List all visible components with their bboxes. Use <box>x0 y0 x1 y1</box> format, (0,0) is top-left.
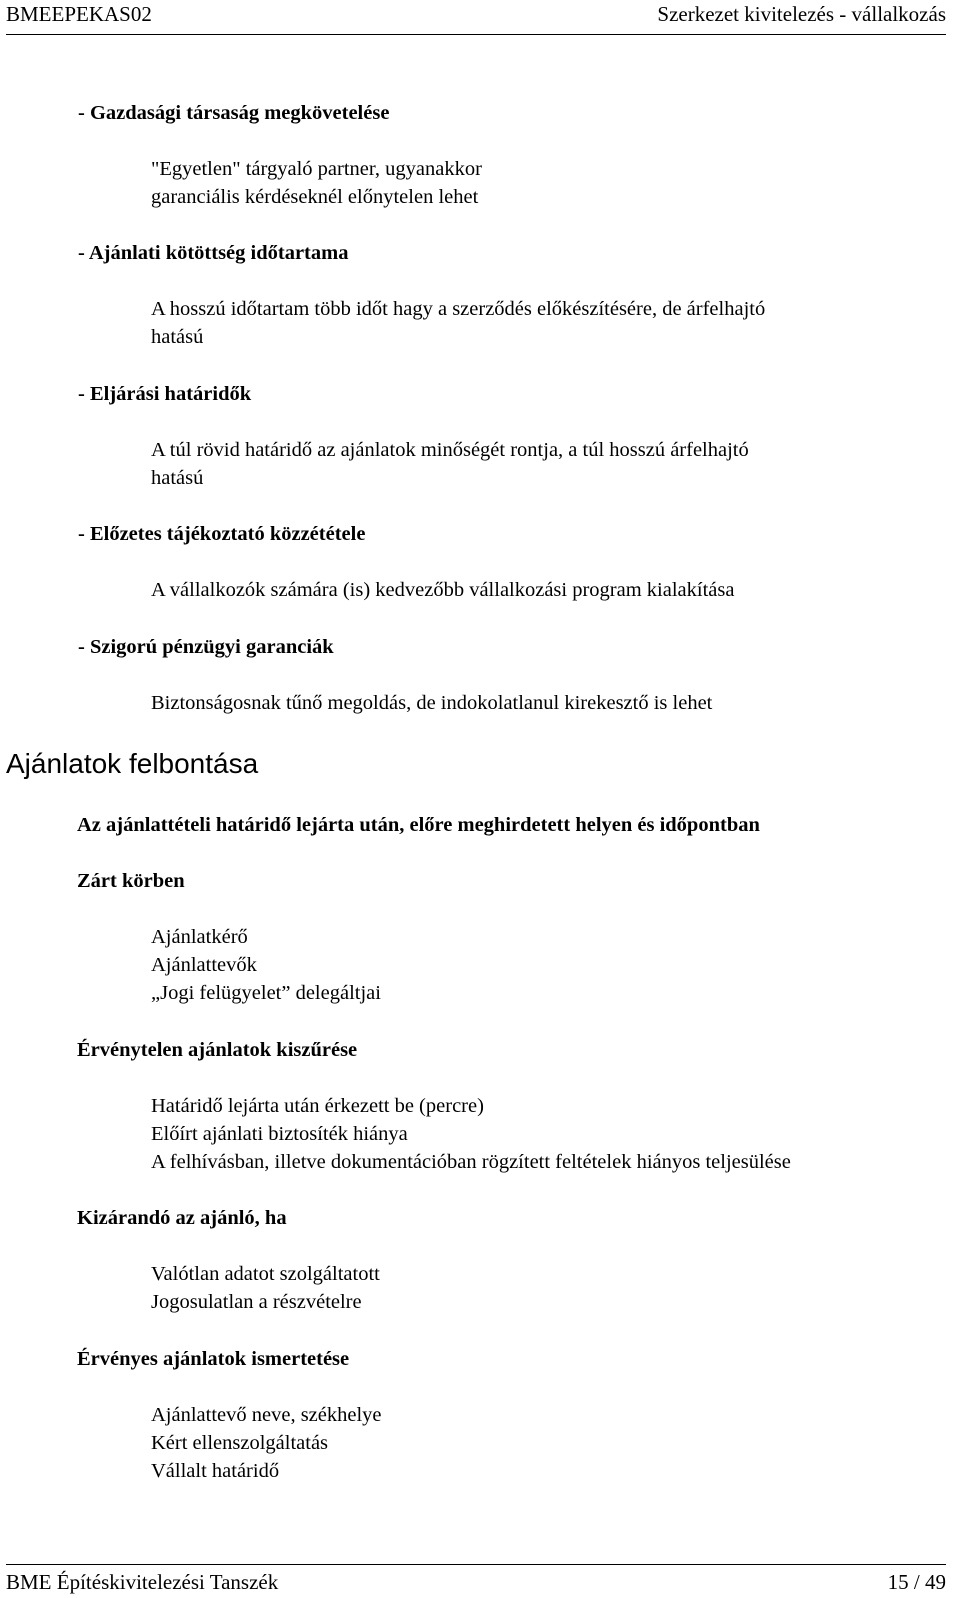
item-title: - Előzetes tájékoztató közzététele <box>78 523 366 545</box>
item-text: hatású <box>151 467 204 489</box>
item-text: A túl rövid határidő az ajánlatok minőségét rontja, a túl hosszú árfelhajtó <box>151 439 749 461</box>
list-item: Határidő lejárta után érkezett be (percre) <box>151 1095 484 1117</box>
list-item: A felhívásban, illetve dokumentációban rögzített feltételek hiányos teljesülése <box>151 1151 791 1173</box>
document-title: Szerkezet kivitelezés - vállalkozás <box>657 2 946 26</box>
group-title: Kizárandó az ajánló, ha <box>77 1207 287 1229</box>
list-item: Valótlan adatot szolgáltatott <box>151 1263 380 1285</box>
list-item: Ajánlatkérő <box>151 926 248 948</box>
item-text: A vállalkozók számára (is) kedvezőbb vállalkozási program kialakítása <box>151 579 735 601</box>
list-item: Ajánlattevők <box>151 954 257 976</box>
item-text: A hosszú időtartam több időt hagy a szerződés előkészítésére, de árfelhajtó <box>151 298 766 320</box>
item-title: - Eljárási határidők <box>78 383 252 405</box>
item-text: hatású <box>151 326 204 348</box>
page-header <box>6 0 946 35</box>
item-title: - Ajánlati kötöttség időtartama <box>78 242 349 264</box>
item-title: - Gazdasági társaság megkövetelése <box>78 102 390 124</box>
page-number: 15 / 49 <box>887 1570 946 1594</box>
item-text: "Egyetlen" tárgyaló partner, ugyanakkor <box>151 158 482 180</box>
item-text: Biztonságosnak tűnő megoldás, de indokolatlanul kirekesztő is lehet <box>151 692 713 714</box>
list-item: Jogosulatlan a részvételre <box>151 1291 362 1313</box>
section-intro: Az ajánlattételi határidő lejárta után, előre meghirdetett helyen és időpontban <box>77 814 760 836</box>
page-footer <box>6 1564 946 1598</box>
group-title: Érvényes ajánlatok ismertetése <box>77 1348 350 1370</box>
list-item: Előírt ajánlati biztosíték hiánya <box>151 1123 408 1145</box>
group-title: Érvénytelen ajánlatok kiszűrése <box>77 1039 358 1061</box>
item-title: - Szigorú pénzügyi garanciák <box>78 636 334 658</box>
list-item: Ajánlattevő neve, székhelye <box>151 1404 382 1426</box>
course-code: BMEEPEKAS02 <box>6 2 152 26</box>
department-name: BME Építéskivitelezési Tanszék <box>6 1570 279 1594</box>
section-heading: Ajánlatok felbontása <box>6 748 259 779</box>
item-text: garanciális kérdéseknél előnytelen lehet <box>151 186 479 208</box>
list-item: Vállalt határidő <box>151 1460 280 1482</box>
list-item: Kért ellenszolgáltatás <box>151 1432 329 1454</box>
group-title: Zárt körben <box>77 870 185 892</box>
list-item: „Jogi felügyelet” delegáltjai <box>151 982 381 1004</box>
